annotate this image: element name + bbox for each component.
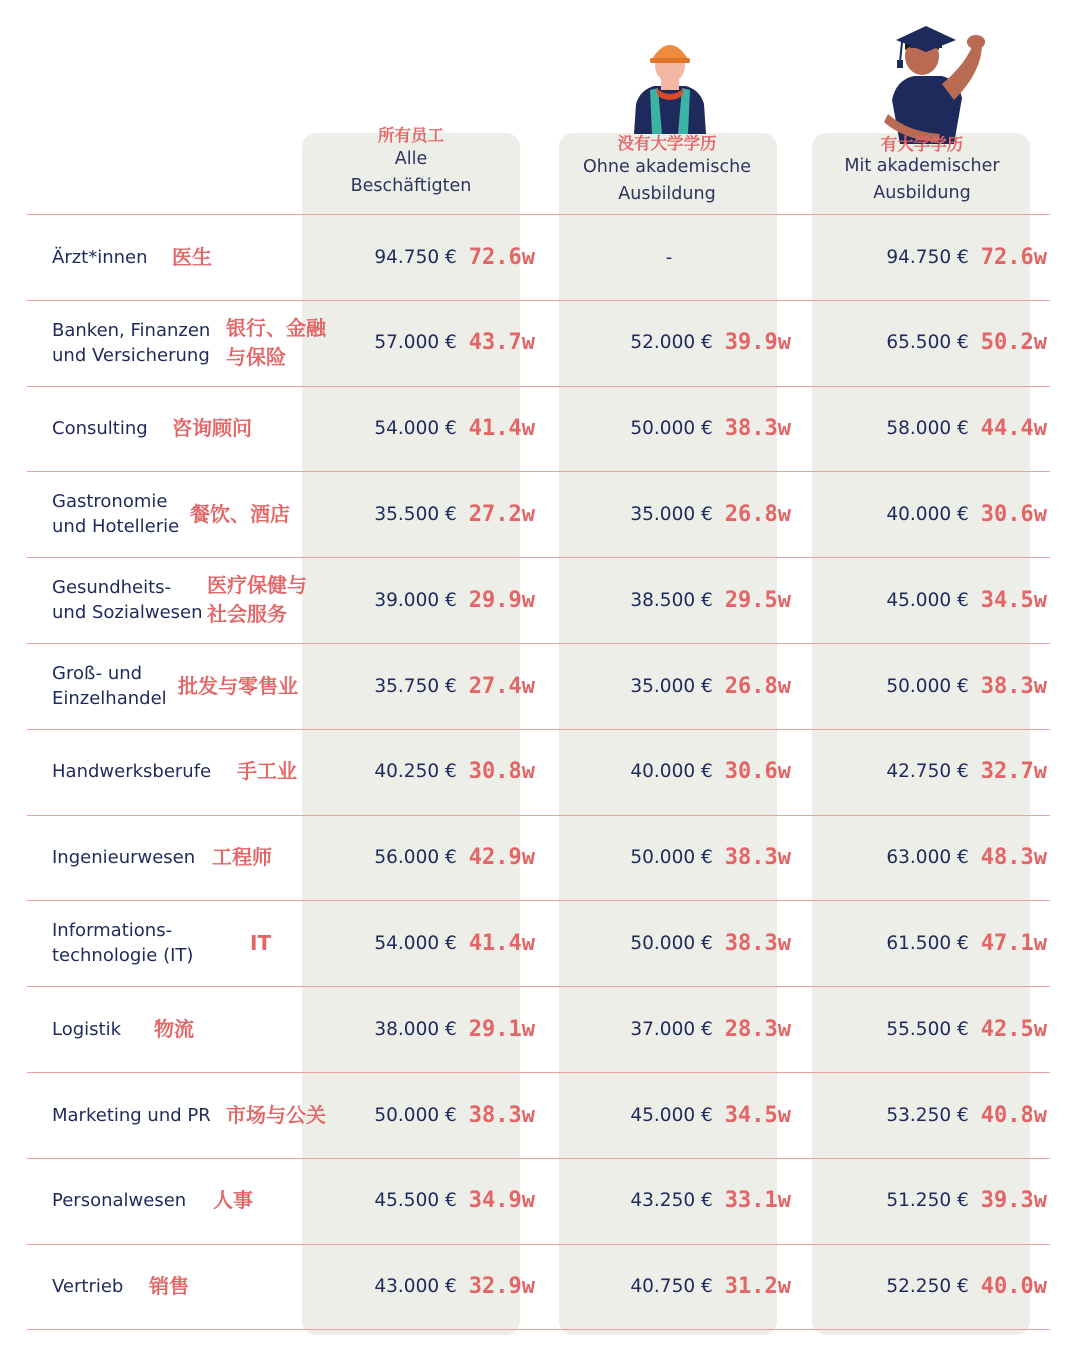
salary-eur-value: 35.000 € <box>630 503 713 525</box>
salary-with-degree <box>886 986 1047 1072</box>
salary-cny-wan-value: 26.8w <box>724 673 791 699</box>
salary-all <box>374 386 535 472</box>
industry-label-de-line: Handwerksberufe <box>52 761 212 783</box>
salary-cny-wan-value: 29.5w <box>724 587 791 613</box>
salary-cny-wan-value: 31.2w <box>724 1274 791 1300</box>
salary-with-degree <box>886 1072 1047 1158</box>
graduate-with-cap-icon <box>878 14 990 144</box>
industry-label-zh <box>172 386 252 472</box>
industry-label-zh <box>207 557 307 643</box>
industry-label-de-text <box>52 318 210 368</box>
table-row <box>0 729 1080 815</box>
salary-cny-wan-value: 30.6w <box>724 759 791 785</box>
salary-eur-value: 57.000 € <box>374 332 457 354</box>
salary-eur-value: 50.000 € <box>630 932 713 954</box>
salary-eur-value: 63.000 € <box>886 847 969 869</box>
salary-all <box>374 729 535 815</box>
salary-eur-value: 50.000 € <box>374 1104 457 1126</box>
industry-label-de-line: Marketing und PR <box>52 1104 211 1126</box>
industry-label-de <box>52 986 352 1072</box>
salary-without-degree <box>630 471 791 557</box>
column-header-all-employees <box>291 126 531 200</box>
table-row <box>0 986 1080 1072</box>
salary-eur-value: 37.000 € <box>630 1018 713 1040</box>
industry-label-zh-line: 人事 <box>213 1188 253 1213</box>
column-header-de-line2: Ausbildung <box>618 184 716 204</box>
industry-label-de-line: und Hotellerie <box>52 516 180 538</box>
industry-label-zh-text <box>207 571 307 629</box>
industry-label-de-line: Gesundheits- <box>52 577 172 599</box>
industry-label-zh <box>226 1072 326 1158</box>
salary-cny-wan-value: 38.3w <box>724 416 791 442</box>
salary-with-degree <box>886 815 1047 901</box>
salary-all <box>374 986 535 1072</box>
table-row <box>0 643 1080 729</box>
salary-cny-wan-value: 48.3w <box>980 845 1047 871</box>
salary-eur-value: 35.750 € <box>374 675 457 697</box>
industry-label-zh-line: IT <box>250 930 272 955</box>
salary-all <box>374 1244 535 1330</box>
industry-label-de <box>52 729 352 815</box>
industry-label-de-text <box>52 918 193 968</box>
salary-cny-wan-value: 38.3w <box>724 930 791 956</box>
salary-eur-value: 50.000 € <box>886 675 969 697</box>
industry-label-de-text <box>52 416 148 441</box>
salary-eur-value: 40.000 € <box>886 503 969 525</box>
industry-label-zh-line: 咨询顾问 <box>172 416 252 441</box>
industry-label-zh <box>154 986 194 1072</box>
salary-cny-wan-value: 39.9w <box>724 330 791 356</box>
salary-cny-wan-value: 72.6w <box>980 244 1047 270</box>
salary-without-degree <box>630 1158 791 1244</box>
industry-label-de <box>52 557 352 643</box>
table-row <box>0 900 1080 986</box>
salary-without-degree <box>630 1244 791 1330</box>
salary-eur-value: 50.000 € <box>630 418 713 440</box>
salary-cny-wan-value: 33.1w <box>724 1188 791 1214</box>
salary-eur-value: 35.500 € <box>374 503 457 525</box>
salary-eur-value: 35.000 € <box>630 675 713 697</box>
industry-label-zh <box>213 1158 253 1244</box>
table-row <box>0 815 1080 901</box>
industry-label-zh-line: 医疗保健与 <box>207 573 307 598</box>
industry-label-zh-text <box>226 314 326 372</box>
industry-label-zh-line: 餐饮、酒店 <box>190 501 290 526</box>
column-header-zh: 没有大学学历 <box>617 134 717 153</box>
industry-label-de-text <box>52 245 148 270</box>
salary-cny-wan-value: 42.9w <box>468 845 535 871</box>
industry-label-de <box>52 1244 352 1330</box>
salary-with-degree <box>886 214 1047 300</box>
salary-cny-wan-value: 43.7w <box>468 330 535 356</box>
salary-all <box>374 1158 535 1244</box>
table-row <box>0 386 1080 472</box>
industry-label-de-line: Einzelhandel <box>52 688 167 709</box>
salary-eur-value: 94.750 € <box>886 246 969 268</box>
salary-eur-value: 50.000 € <box>630 847 713 869</box>
industry-label-de-line: und Sozialwesen <box>52 602 203 624</box>
industry-label-zh-text <box>190 500 290 529</box>
table-row <box>0 471 1080 557</box>
table-row <box>0 1072 1080 1158</box>
table-row <box>0 1244 1080 1330</box>
salary-all <box>374 471 535 557</box>
salary-eur-value: 38.000 € <box>374 1018 457 1040</box>
salary-cny-wan-value: 72.6w <box>468 244 535 270</box>
industry-label-de <box>52 815 352 901</box>
salary-with-degree <box>886 1244 1047 1330</box>
industry-label-zh <box>172 214 212 300</box>
industry-label-de-line: Gastronomie <box>52 491 168 513</box>
salary-with-degree <box>886 471 1047 557</box>
salary-without-degree <box>630 1072 791 1158</box>
salary-all <box>374 214 535 300</box>
salary-cny-wan-value: 47.1w <box>980 930 1047 956</box>
industry-label-zh <box>212 815 272 901</box>
salary-cny-wan-value: 41.4w <box>468 416 535 442</box>
column-header-de-line1: Ohne akademische <box>583 157 751 177</box>
salary-cny-wan-value: 40.0w <box>980 1274 1047 1300</box>
salary-cny-wan-value: 26.8w <box>724 501 791 527</box>
industry-label-zh-text <box>154 1015 194 1044</box>
industry-label-de-text <box>52 1103 211 1128</box>
salary-cny-wan-value: 38.3w <box>980 673 1047 699</box>
industry-label-de-line: Vertrieb <box>52 1276 124 1298</box>
column-header-de-line1: Mit akademischer <box>844 156 1000 176</box>
industry-label-zh-text <box>172 243 212 272</box>
column-header-de-line2: Beschäftigten <box>350 176 472 196</box>
salary-eur-value: 40.750 € <box>630 1276 713 1298</box>
industry-label-de-text <box>52 845 195 870</box>
industry-label-de-text <box>52 1188 186 1213</box>
salary-cny-wan-value: 34.5w <box>980 587 1047 613</box>
salary-with-degree <box>886 643 1047 729</box>
salary-cny-wan-value: 28.3w <box>724 1016 791 1042</box>
salary-eur-value: 42.750 € <box>886 761 969 783</box>
industry-label-zh-line: 医生 <box>172 244 212 269</box>
salary-without-degree <box>630 986 791 1072</box>
industry-label-de-line: Logistik <box>52 1018 122 1040</box>
salary-eur-value: 52.250 € <box>886 1276 969 1298</box>
salary-without-degree <box>630 815 791 901</box>
salary-cny-wan-value: 39.3w <box>980 1188 1047 1214</box>
salary-with-degree <box>886 386 1047 472</box>
industry-label-de-text <box>52 1017 121 1042</box>
salary-eur-value: 56.000 € <box>374 847 457 869</box>
salary-without-degree-empty: - <box>665 246 673 268</box>
salary-cny-wan-value: 29.9w <box>468 587 535 613</box>
salary-eur-value: 55.500 € <box>886 1018 969 1040</box>
column-header-de-line2: Ausbildung <box>873 183 971 203</box>
industry-label-de-text <box>52 1274 123 1299</box>
row-divider <box>27 1329 1050 1330</box>
industry-label-de-text <box>52 661 167 711</box>
industry-label-zh-text <box>212 843 272 872</box>
industry-label-zh-line: 工程师 <box>212 845 272 870</box>
industry-label-de <box>52 1158 352 1244</box>
salary-without-degree <box>630 900 791 986</box>
salary-cny-wan-value: 32.9w <box>468 1274 535 1300</box>
salary-without-degree <box>630 386 791 472</box>
salary-eur-value: 38.500 € <box>630 589 713 611</box>
industry-label-zh <box>178 643 298 729</box>
salary-eur-value: 65.500 € <box>886 332 969 354</box>
salary-without-degree <box>630 729 791 815</box>
salary-all <box>374 557 535 643</box>
table-row <box>0 1158 1080 1244</box>
industry-label-zh-text <box>172 414 252 443</box>
salary-cny-wan-value: 32.7w <box>980 759 1047 785</box>
salary-eur-value: 58.000 € <box>886 418 969 440</box>
salary-eur-value: 53.250 € <box>886 1104 969 1126</box>
table-row <box>0 214 1080 300</box>
salary-with-degree <box>886 729 1047 815</box>
salary-all <box>374 815 535 901</box>
industry-label-zh-text <box>237 757 297 786</box>
industry-label-zh <box>237 729 297 815</box>
industry-label-zh <box>190 471 290 557</box>
industry-label-zh-text <box>213 1186 253 1215</box>
salary-all <box>374 900 535 986</box>
salary-cny-wan-value: 38.3w <box>724 845 791 871</box>
salary-cny-wan-value: 30.8w <box>468 759 535 785</box>
column-header-with-degree <box>802 137 1042 207</box>
worker-with-hardhat-icon <box>628 34 712 134</box>
salary-cny-wan-value: 27.2w <box>468 501 535 527</box>
salary-all <box>374 1072 535 1158</box>
industry-label-de-line: Personalwesen <box>52 1190 187 1212</box>
industry-label-zh <box>226 300 326 386</box>
salary-cny-wan-value: 42.5w <box>980 1016 1047 1042</box>
column-header-zh: 所有员工 <box>378 126 444 145</box>
column-header-without-degree <box>547 134 787 208</box>
industry-label-zh-line: 与保险 <box>226 344 286 369</box>
salary-with-degree <box>886 300 1047 386</box>
salary-eur-value: 39.000 € <box>374 589 457 611</box>
salary-cny-wan-value: 34.5w <box>724 1102 791 1128</box>
salary-all <box>374 300 535 386</box>
industry-label-de-line: Consulting <box>52 418 148 440</box>
salary-cny-wan-value: 34.9w <box>468 1188 535 1214</box>
industry-label-zh-text <box>250 929 271 958</box>
industry-label-zh-line: 银行、金融 <box>226 315 326 340</box>
industry-label-de-line: Ärzt*innen <box>52 246 148 268</box>
column-header-zh: 有大学学历 <box>880 135 964 154</box>
industry-label-zh-line: 社会服务 <box>207 602 287 627</box>
salary-without-degree <box>630 643 791 729</box>
salary-eur-value: 54.000 € <box>374 418 457 440</box>
salary-eur-value: 43.000 € <box>374 1276 457 1298</box>
salary-without-degree <box>630 557 791 643</box>
industry-label-de-line: technologie (IT) <box>52 945 194 967</box>
salary-eur-value: 40.000 € <box>630 761 713 783</box>
industry-label-zh-line: 手工业 <box>237 759 297 784</box>
salary-eur-value: 40.250 € <box>374 761 457 783</box>
industry-label-zh-line: 批发与零售业 <box>178 673 298 698</box>
salary-all <box>374 643 535 729</box>
salary-with-degree <box>886 1158 1047 1244</box>
industry-label-zh-text <box>226 1101 326 1130</box>
salary-cny-wan-value: 50.2w <box>980 330 1047 356</box>
industry-label-de <box>52 900 352 986</box>
salary-eur-value: 45.500 € <box>374 1190 457 1212</box>
industry-label-de-line: und Versicherung <box>52 344 210 366</box>
industry-label-de-text <box>52 575 203 625</box>
industry-label-zh-text <box>178 672 298 701</box>
salary-cny-wan-value: 38.3w <box>468 1102 535 1128</box>
salary-eur-value: 54.000 € <box>374 932 457 954</box>
salary-eur-value: 43.250 € <box>630 1190 713 1212</box>
salary-eur-value: 45.000 € <box>886 589 969 611</box>
salary-without-degree <box>630 300 791 386</box>
salary-eur-value: 52.000 € <box>630 332 713 354</box>
salary-eur-value: 61.500 € <box>886 932 969 954</box>
salary-cny-wan-value: 27.4w <box>468 673 535 699</box>
salary-eur-value: 45.000 € <box>630 1104 713 1126</box>
industry-label-de-line: Ingenieurwesen <box>52 847 196 869</box>
industry-label-de-line: Groß- und <box>52 663 143 684</box>
industry-label-zh <box>250 900 271 986</box>
industry-label-zh-text <box>149 1272 189 1301</box>
table-row <box>0 300 1080 386</box>
industry-label-de-text <box>52 489 179 539</box>
salary-with-degree <box>886 557 1047 643</box>
salary-cny-wan-value: 29.1w <box>468 1016 535 1042</box>
salary-cny-wan-value: 44.4w <box>980 416 1047 442</box>
salary-cny-wan-value: 30.6w <box>980 501 1047 527</box>
industry-label-de-text <box>52 759 211 784</box>
industry-label-de-line: Banken, Finanzen <box>52 319 211 341</box>
industry-label-zh-line: 市场与公关 <box>226 1102 326 1127</box>
salary-cny-wan-value: 40.8w <box>980 1102 1047 1128</box>
salary-eur-value: 51.250 € <box>886 1190 969 1212</box>
table-row <box>0 557 1080 643</box>
industry-label-de-line: Informations- <box>52 920 173 942</box>
industry-label-zh <box>149 1244 189 1330</box>
salary-with-degree <box>886 900 1047 986</box>
salary-cny-wan-value: 41.4w <box>468 930 535 956</box>
industry-label-zh-line: 物流 <box>154 1016 194 1041</box>
column-header-de-line1: Alle <box>394 149 428 169</box>
salary-eur-value: 94.750 € <box>374 246 457 268</box>
industry-label-zh-line: 销售 <box>149 1274 189 1299</box>
